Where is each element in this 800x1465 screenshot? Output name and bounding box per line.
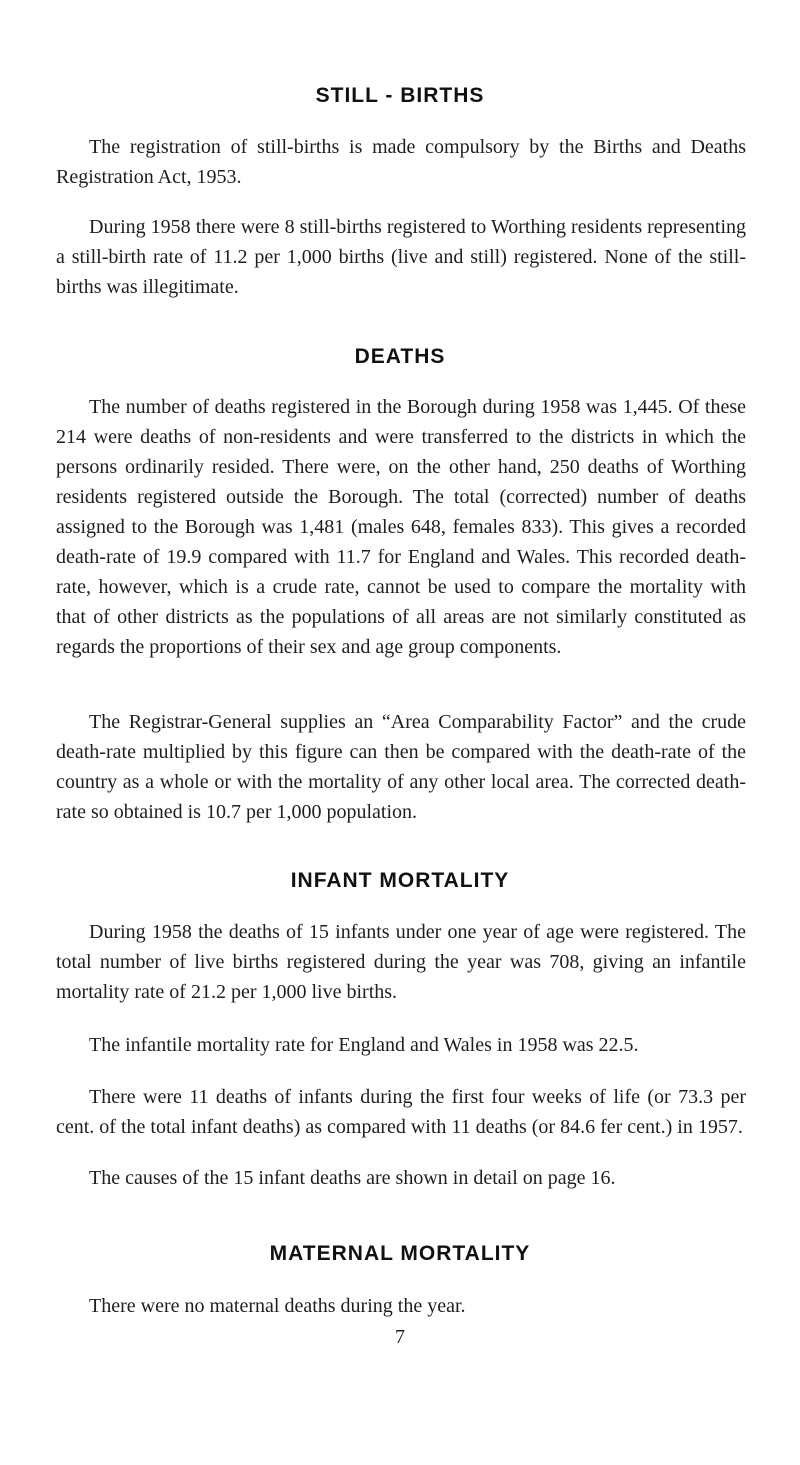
paragraph-stillbirths-1: The registration of still-births is made compulsory by the Births and Deaths Registration Act, 1953. [56, 136, 746, 188]
section-heading-deaths: DEATHS [354, 345, 446, 368]
paragraph-maternal-1: There were no maternal deaths during the year. [89, 1295, 466, 1317]
paragraph-deaths-1: The number of deaths registered in the Borough during 1958 was 1,445. Of these 214 were deaths of non-residents and were transferred to the districts in which the persons ordinarily resided. There were, on the other hand, 250 deaths of Worthing residents registered outside the Borough. The total (corrected) number of deaths assigned to the Borough was 1,481 (males 648, females 833). This gives a recorded death-rate of 19.9 compared with 11.7 for England and Wales. This recorded death-rate, however, which is a crude rate, cannot be used to compare the mortality with that of other districts as the populations of all areas are not similarly constituted as regards the proportions of their sex and age group components. [56, 396, 746, 658]
paragraph-infant-3: There were 11 deaths of infants during the first four weeks of life (or 73.3 per cent. of the total infant deaths) as compared with 11 deaths (or 84.6 fer cent.) in 1957. [56, 1086, 746, 1138]
paragraph-stillbirths-2: During 1958 there were 8 still-births registered to Worthing residents representing a still-birth rate of 11.2 per 1,000 births (live and still) registered. None of the still-births was illegitimate. [56, 216, 746, 298]
paragraph-deaths-2: The Registrar-General supplies an “Area Comparability Factor” and the crude death-rate multiplied by this figure can then be compared with the death-rate of the country as a whole or with the mortality of any other local area. The corrected death-rate so obtained is 10.7 per 1,000 population. [56, 711, 746, 823]
paragraph-infant-2: The infantile mortality rate for England and Wales in 1958 was 22.5. [89, 1034, 639, 1056]
page-number: 7 [395, 1326, 405, 1348]
paragraph-infant-1: During 1958 the deaths of 15 infants under one year of age were registered. The total number of live births registered during the year was 708, giving an infantile mortality rate of 21.2 per 1,000 live births. [56, 921, 746, 1003]
section-heading-maternal-mortality: MATERNAL MORTALITY [269, 1242, 531, 1265]
paragraph-infant-4: The causes of the 15 infant deaths are shown in detail on page 16. [89, 1167, 616, 1189]
section-heading-stillbirths: STILL - BIRTHS [315, 84, 485, 107]
section-heading-infant-mortality: INFANT MORTALITY [290, 869, 510, 892]
